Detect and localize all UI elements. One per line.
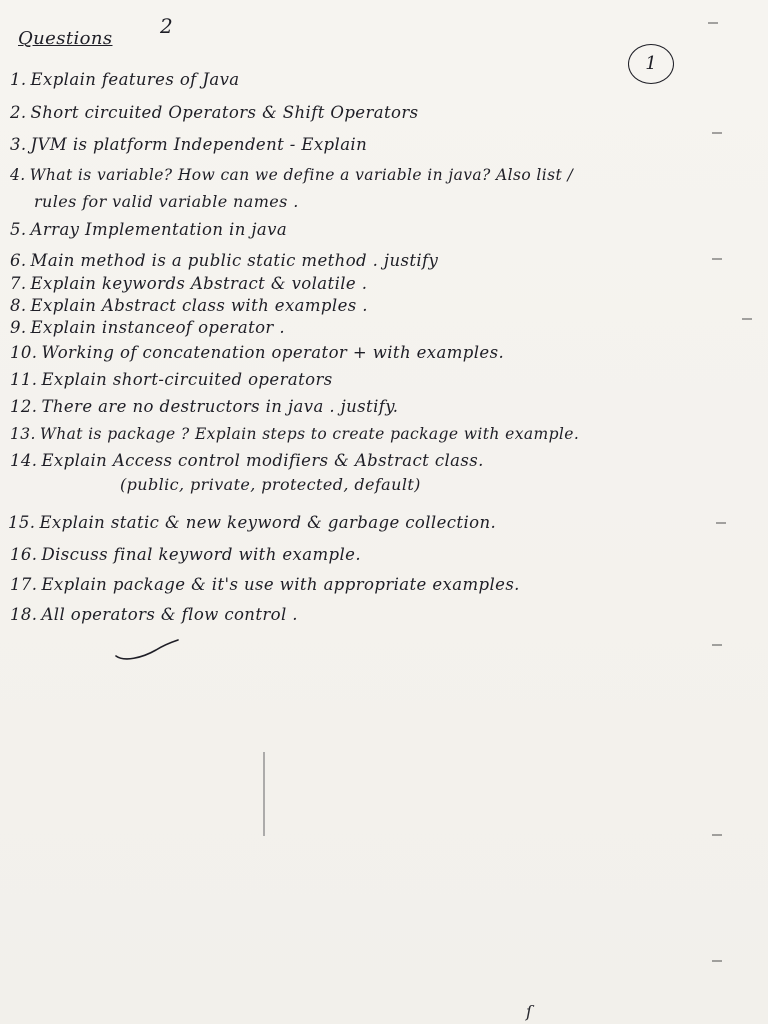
- edge-mark: [712, 644, 722, 646]
- edge-mark: [712, 960, 722, 962]
- question-number: 16.: [10, 545, 38, 564]
- question-number: 17.: [10, 575, 38, 594]
- question-7: [10, 274, 367, 293]
- question-number: 18.: [10, 605, 38, 624]
- question-number: 9.: [10, 318, 27, 337]
- question-text: There are no destructors in java . justify.: [41, 397, 399, 416]
- question-text: Array Implementation in java: [30, 220, 288, 239]
- stray-pen-mark: ſ: [526, 1002, 532, 1021]
- question-number: 15.: [8, 513, 36, 532]
- question-number: 3.: [10, 135, 27, 154]
- edge-mark: [712, 132, 722, 134]
- question-6: [10, 251, 438, 270]
- question-8: [10, 296, 368, 315]
- question-text: Explain instanceof operator .: [30, 318, 286, 337]
- question-text: Explain short-circuited operators: [41, 370, 333, 389]
- question-14: [10, 451, 484, 470]
- question-text: All operators & flow control .: [41, 605, 298, 624]
- question-text: Explain features of Java: [30, 70, 240, 89]
- question-14-continued: [120, 475, 421, 494]
- edge-mark: [742, 318, 752, 320]
- edge-mark: [712, 258, 722, 260]
- question-number: 6.: [10, 251, 27, 270]
- question-12: [10, 397, 398, 416]
- question-text: What is variable? How can we define a variable in java? Also list /: [29, 166, 574, 184]
- question-9: [10, 318, 285, 337]
- question-text: Main method is a public static method . justify: [30, 251, 439, 270]
- question-text: Explain package & it's use with appropriate examples.: [41, 575, 520, 594]
- question-text: Working of concatenation operator + with examples.: [41, 343, 505, 362]
- question-11: [10, 370, 333, 389]
- question-16: [10, 545, 361, 564]
- question-4-continued: [34, 192, 299, 211]
- question-17: [10, 575, 520, 594]
- question-text: Explain Access control modifiers & Abstract class.: [41, 451, 484, 470]
- question-text: Explain static & new keyword & garbage collection.: [39, 513, 497, 532]
- question-text: Short circuited Operators & Shift Operators: [30, 103, 419, 122]
- question-number: 14.: [10, 451, 38, 470]
- edge-mark: [716, 522, 726, 524]
- question-text: (public, private, protected, default): [120, 475, 421, 494]
- page-title: Questions: [18, 28, 113, 49]
- question-number: 8.: [10, 296, 27, 315]
- edge-mark: [712, 834, 722, 836]
- question-13: [10, 425, 579, 443]
- page-number-circle: 1: [628, 44, 674, 84]
- end-squiggle-mark: [112, 636, 182, 666]
- question-number: 2.: [10, 103, 27, 122]
- question-text: JVM is platform Independent - Explain: [30, 135, 368, 154]
- question-number: 5.: [10, 220, 27, 239]
- question-2: [10, 103, 419, 122]
- question-number: 11.: [10, 370, 38, 389]
- question-10: [10, 343, 504, 362]
- page-mark: 2: [160, 14, 174, 38]
- question-text: Explain Abstract class with examples .: [30, 296, 368, 315]
- question-text: Discuss final keyword with example.: [41, 545, 361, 564]
- question-3: [10, 135, 367, 154]
- question-number: 4.: [10, 166, 26, 184]
- question-number: 7.: [10, 274, 27, 293]
- question-text: Explain keywords Abstract & volatile .: [30, 274, 368, 293]
- question-5: [10, 220, 287, 239]
- question-4: [10, 166, 573, 184]
- question-15: [8, 513, 496, 532]
- question-1: [10, 70, 240, 89]
- question-number: 10.: [10, 343, 38, 362]
- question-number: 12.: [10, 397, 38, 416]
- edge-mark: [708, 22, 718, 24]
- question-text: What is package ? Explain steps to create package with example.: [39, 425, 580, 443]
- question-18: [10, 605, 298, 624]
- question-text: rules for valid variable names .: [34, 192, 299, 211]
- question-number: 1.: [10, 70, 27, 89]
- faint-vertical-mark: [263, 752, 265, 836]
- question-number: 13.: [10, 425, 36, 443]
